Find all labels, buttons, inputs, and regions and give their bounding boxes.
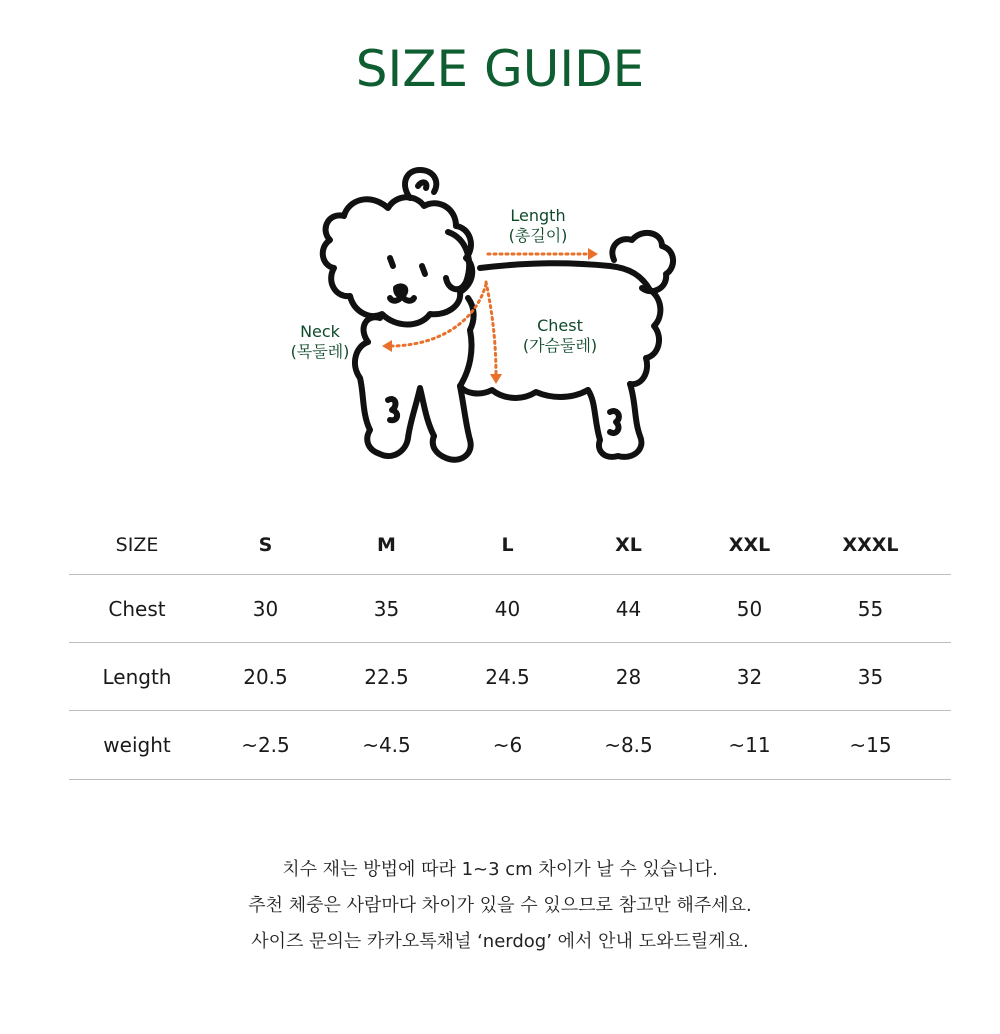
table-cell: 24.5	[485, 664, 530, 689]
note-line: 치수 재는 방법에 따라 1~3 cm 차이가 날 수 있습니다.	[282, 859, 718, 880]
neck-label	[270, 322, 370, 362]
table-cell: ~11	[728, 733, 771, 757]
table-cell: ~2.5	[241, 733, 290, 757]
dog-leg-curl-1	[388, 399, 397, 420]
length-label-en: Length	[510, 206, 566, 225]
dog-back	[480, 263, 650, 290]
table-row-weight	[69, 711, 951, 780]
table-header-row	[69, 515, 951, 575]
table-cell: ~8.5	[604, 733, 653, 757]
size-table	[69, 515, 951, 780]
header-cell-m: M	[377, 533, 396, 556]
length-arrowhead	[588, 248, 598, 260]
dog-topknot	[405, 170, 436, 198]
table-cell: ~6	[492, 733, 523, 757]
chest-label-ko: (가슴둘레)	[522, 336, 598, 355]
note-line: 사이즈 문의는 카카오톡채널 ‘nerdog’ 에서 안내 도와드릴게요.	[251, 931, 749, 952]
table-cell: 50	[736, 596, 763, 621]
dog-head-outline	[323, 197, 472, 324]
chest-label	[510, 316, 610, 356]
page-title: SIZE GUIDE	[355, 40, 645, 98]
header-cell-size: SIZE	[115, 533, 159, 556]
dog-belly	[460, 386, 588, 398]
table-row-chest	[69, 575, 951, 643]
header-cell-s: S	[258, 533, 273, 556]
table-cell: ~4.5	[362, 733, 411, 757]
length-label	[488, 206, 588, 246]
chest-label-en: Chest	[537, 316, 583, 335]
table-cell: 20.5	[243, 664, 288, 689]
neck-label-ko: (목둘레)	[290, 342, 350, 361]
header-cell-xxl: XXL	[728, 533, 771, 556]
header-cell-l: L	[501, 533, 514, 556]
table-cell: 35	[857, 664, 884, 689]
dog-mouth	[390, 296, 414, 301]
chest-arrow-line	[486, 282, 496, 376]
table-cell: 35	[373, 596, 400, 621]
dog-eye-left	[390, 258, 393, 266]
row-label-chest: Chest	[108, 596, 166, 621]
neck-label-en: Neck	[300, 322, 340, 341]
dog-chest	[364, 298, 474, 386]
table-cell: 22.5	[364, 664, 409, 689]
table-cell: 30	[252, 596, 279, 621]
dog-leg-curl-2	[610, 411, 619, 433]
row-label-length: Length	[102, 664, 172, 689]
table-cell: ~15	[849, 733, 892, 757]
note-line: 추천 체중은 사람마다 차이가 있을 수 있으므로 참고만 해주세요.	[248, 895, 752, 916]
chest-arrowhead	[490, 374, 502, 384]
notes-section	[0, 852, 1000, 960]
table-row-length	[69, 643, 951, 711]
row-label-weight: weight	[103, 733, 171, 757]
neck-arrowhead	[382, 340, 392, 352]
dog-eye-right	[422, 266, 425, 274]
header-cell-xl: XL	[615, 533, 642, 556]
dog-rear	[630, 290, 660, 384]
dog-front-leg-right	[433, 386, 471, 460]
table-cell: 44	[615, 596, 642, 621]
table-cell: 28	[615, 664, 642, 689]
header-cell-xxxl: XXXL	[842, 533, 899, 556]
table-cell: 55	[857, 596, 884, 621]
table-cell: 32	[736, 664, 763, 689]
length-label-ko: (총길이)	[508, 226, 568, 245]
dog-measurement-illustration	[270, 150, 730, 490]
table-cell: 40	[494, 596, 521, 621]
